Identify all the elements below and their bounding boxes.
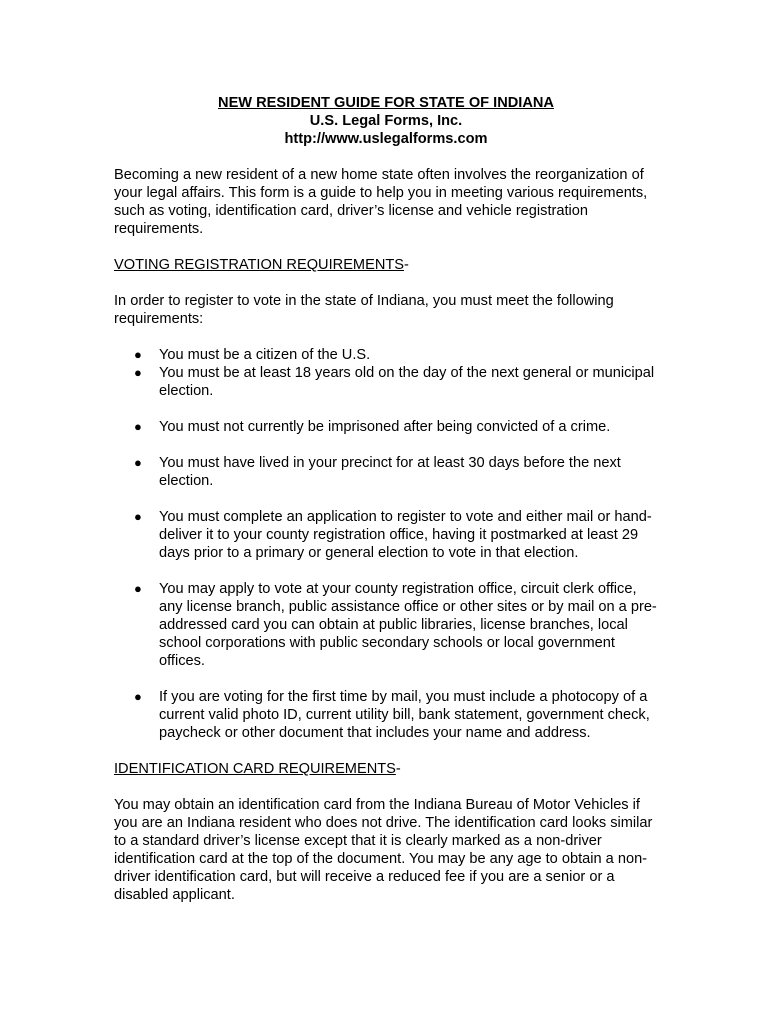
bullet-icon: ●: [134, 509, 142, 524]
intro-paragraph: Becoming a new resident of a new home state often involves the reorganization of your legal affairs. This form is a guide to help you in meeting various requirements, such as voting, identification card, driver’s license and vehicle registration requirements.: [114, 167, 648, 237]
list-item-text: You must be a citizen of the U.S.: [159, 347, 371, 363]
list-item-text: If you are voting for the first time by mail, you must include a photocopy of a current valid photo ID, current utility bill, bank statement, government check, paycheck or other document that includes your name and address.: [159, 689, 650, 741]
list-item-text: You may apply to vote at your county registration office, circuit clerk office, any license branch, public assistance office or other sites or by mail on a pre-addressed card you can obtain at public libraries, license branches, local school corporations with public secondary schools or local government offices.: [159, 581, 657, 669]
voting-heading-text: VOTING REGISTRATION REQUIREMENTS: [114, 257, 405, 273]
list-item-text: You must be at least 18 years old on the day of the next general or municipal election.: [159, 365, 655, 399]
list-item-text: You must have lived in your precinct for at least 30 days before the next election.: [159, 455, 621, 489]
list-item: [114, 346, 659, 364]
voting-lead-paragraph: In order to register to vote in the state of Indiana, you must meet the following requirements:: [114, 293, 614, 327]
document-page: [114, 94, 664, 904]
list-item-text: You must complete an application to register to vote and either mail or hand-deliver it to your county registration office, having it postmarked at least 29 days prior to a primary or general election to vote in that election.: [159, 509, 652, 561]
identification-heading-text: IDENTIFICATION CARD REQUIREMENTS: [114, 761, 396, 777]
list-item: [114, 364, 659, 400]
bullet-icon: ●: [134, 689, 142, 704]
identification-section-heading: [114, 760, 664, 778]
bullet-icon: ●: [134, 347, 142, 362]
document-title: NEW RESIDENT GUIDE FOR STATE OF INDIANA: [218, 95, 554, 111]
company-name: U.S. Legal Forms, Inc.: [309, 113, 463, 129]
identification-paragraph: You may obtain an identification card from the Indiana Bureau of Motor Vehicles if you are an Indiana resident who does not drive. The identification card looks similar to a standard driver’s license except that it is clearly marked as a non-driver identification card at the top of the document. You may be any age to obtain a non-driver identification card, but will receive a reduced fee if you are a senior or a disabled applicant.: [114, 797, 653, 903]
company-url: http://www.uslegalforms.com: [284, 131, 488, 147]
list-item: [114, 418, 659, 436]
voting-heading-suffix: -: [404, 257, 409, 273]
list-item: [114, 454, 659, 490]
voting-section-heading: [114, 256, 664, 274]
list-item-text: You must not currently be imprisoned after being convicted of a crime.: [159, 419, 611, 435]
bullet-icon: ●: [134, 581, 142, 596]
list-item: [114, 580, 659, 670]
list-item: [114, 688, 659, 742]
bullet-icon: ●: [134, 455, 142, 470]
bullet-icon: ●: [134, 419, 142, 434]
identification-heading-suffix: -: [395, 761, 401, 777]
voting-requirements-list: [114, 346, 664, 742]
bullet-icon: ●: [134, 365, 142, 380]
document-header: [108, 94, 664, 148]
list-item: [114, 508, 659, 562]
